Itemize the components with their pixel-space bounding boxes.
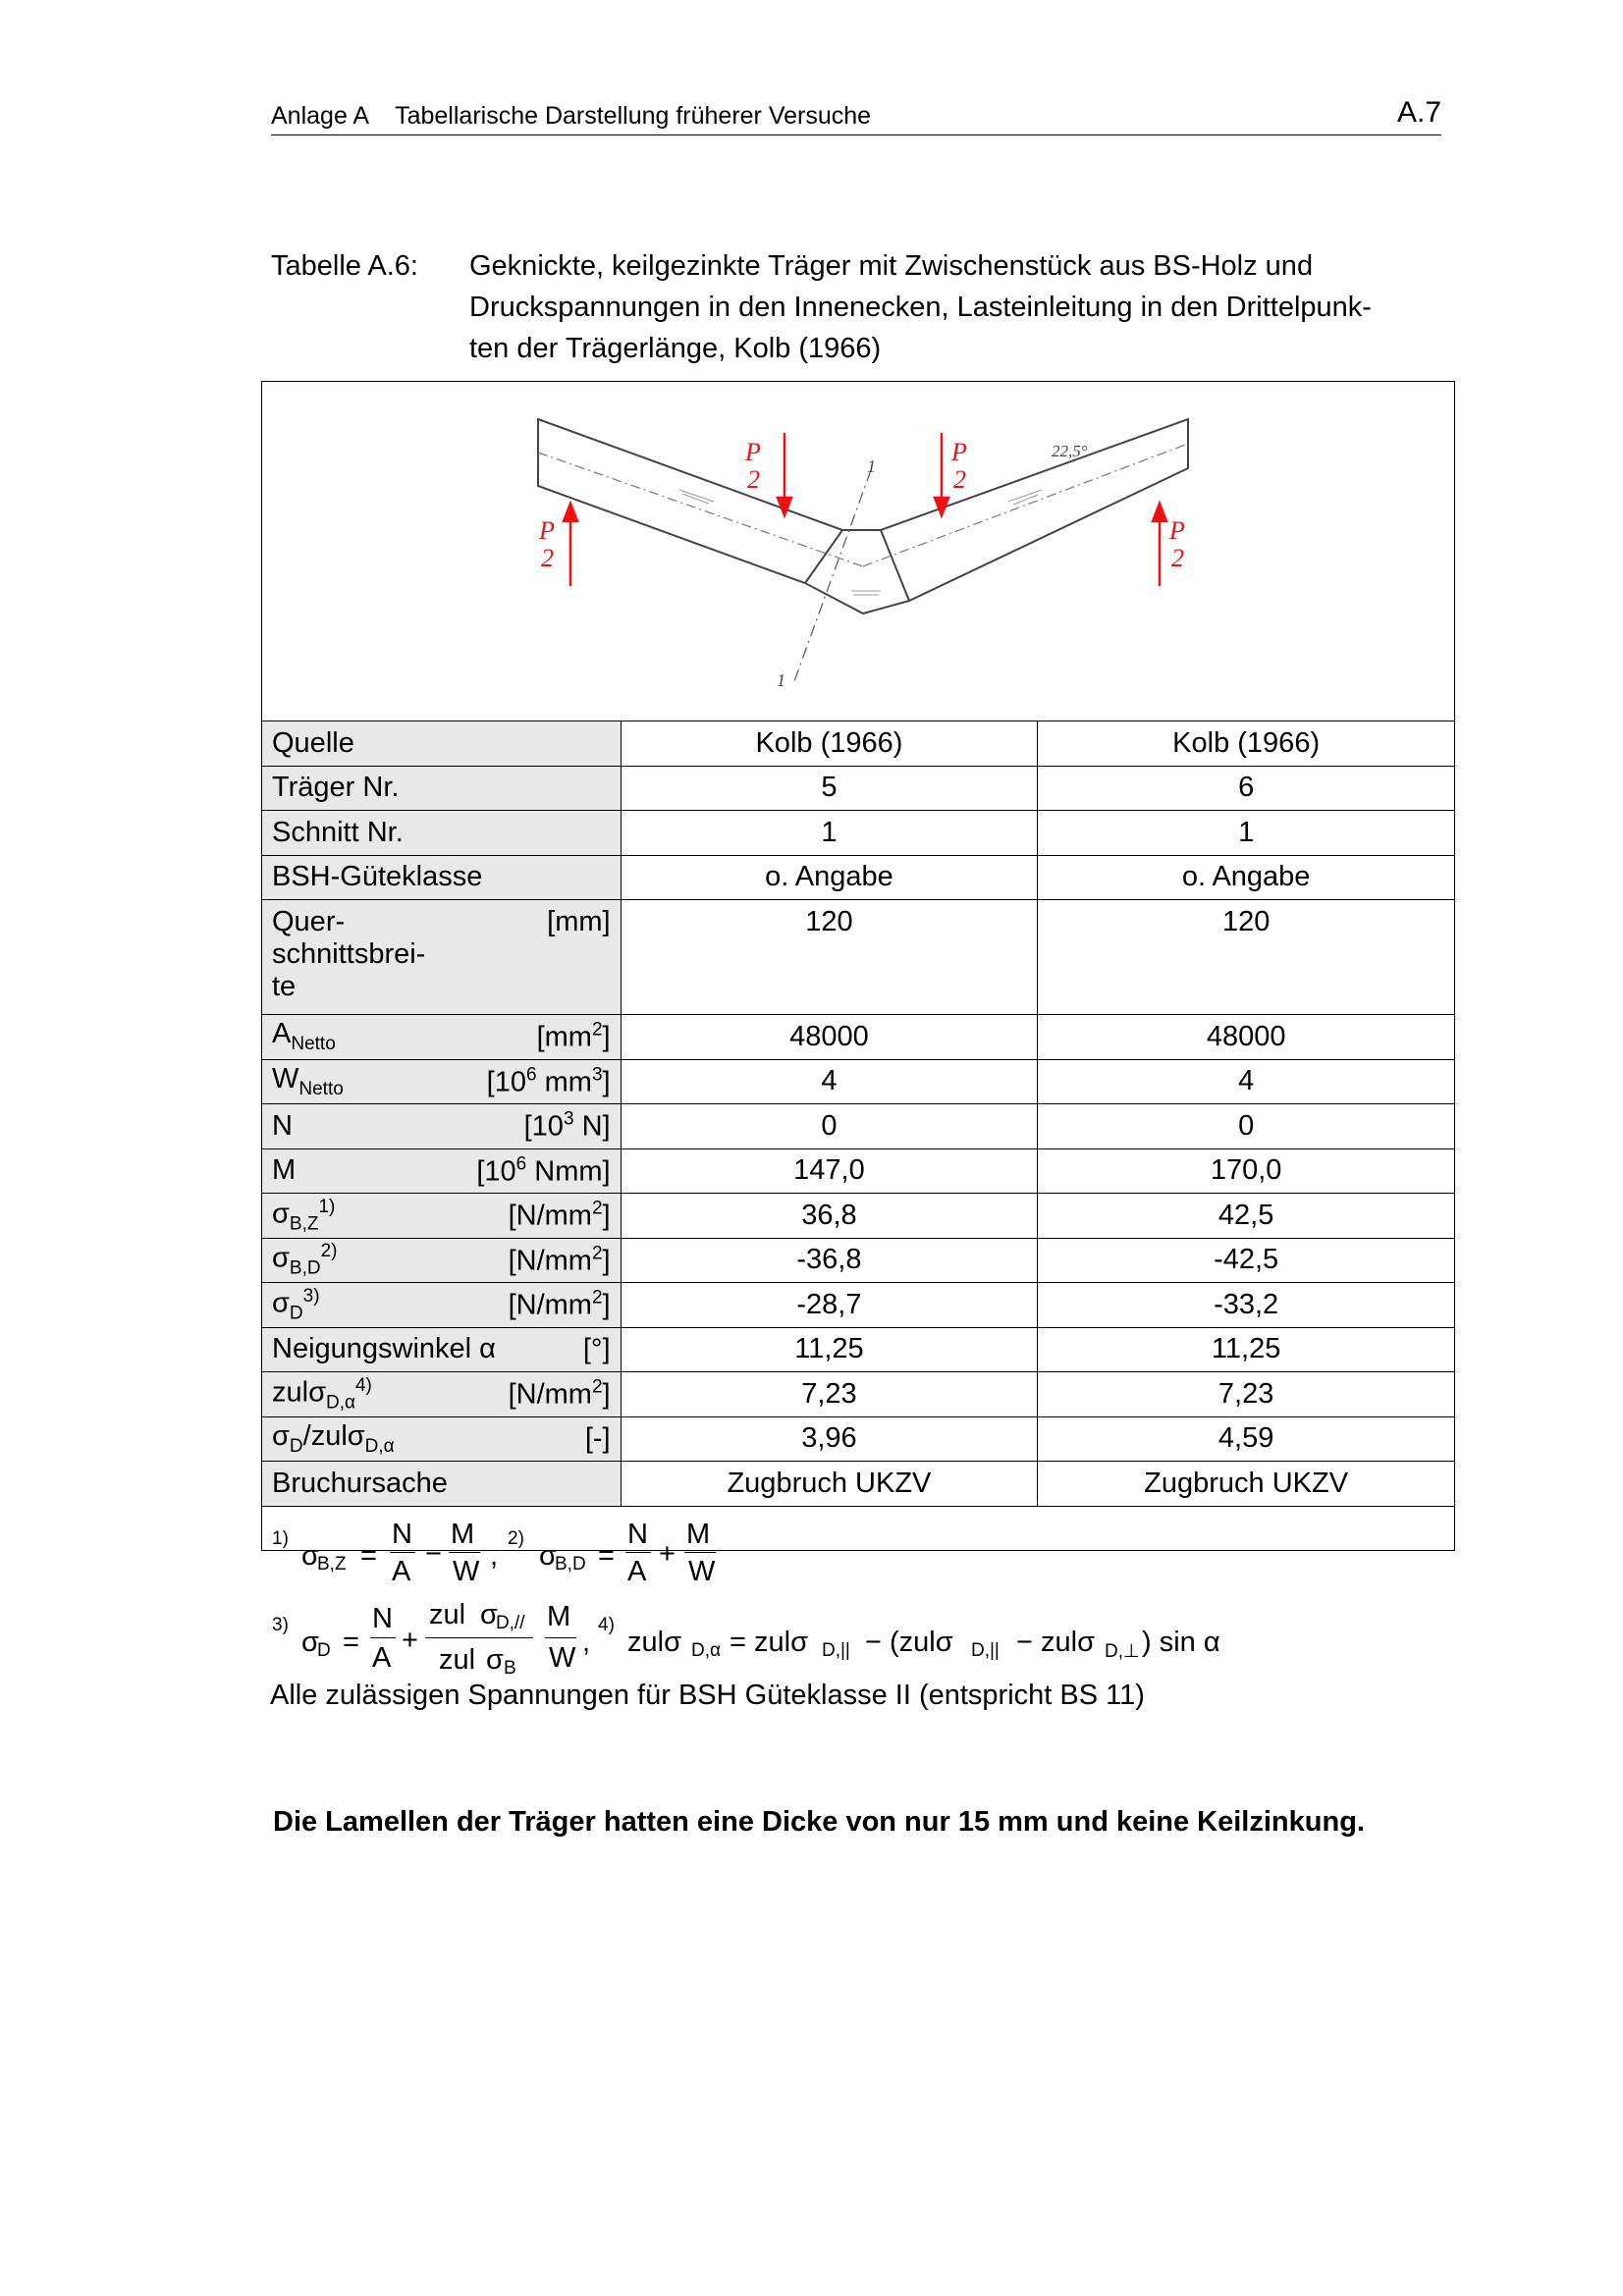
formula-numerator: N [372,1602,393,1634]
cell-value: 1 [1038,811,1455,856]
load-label: P [745,438,761,466]
fraction-bar [545,1637,576,1638]
cell-value: 36,8 [621,1194,1038,1239]
fraction-bar [625,1552,651,1553]
row-label [262,900,622,1015]
row-label [262,1059,622,1104]
cell-value: -28,7 [621,1283,1038,1328]
symbol: σ [272,1198,290,1230]
caption-line: Geknickte, keilgezinkte Träger mit Zwischenstück aus BS-Holz und [469,250,1314,282]
table-row [262,855,1455,900]
page-header [271,102,896,131]
label-line: Quer- [272,906,346,937]
row-label [262,1104,622,1149]
formula-symbol: σ [539,1539,557,1572]
fraction-bar [370,1637,396,1638]
label-line: te [272,971,297,1002]
symbol: W [272,1062,299,1095]
angle-label: 22,5° [1052,442,1088,460]
footnote-ref: 1) [318,1196,336,1217]
row-label: Schnitt Nr. [262,811,622,856]
label-line: schnittsbrei- [272,938,426,970]
formula-denominator: A [372,1641,392,1674]
beam-diagram [262,382,1454,721]
row-unit: $[N/mm^2]$ [508,1376,611,1411]
subscript: D,α [325,1391,355,1413]
formula-subscript: D,α [691,1639,721,1661]
row-label [262,1416,622,1462]
support-div: 2 [541,544,554,572]
formula-operator: + [402,1624,418,1656]
formula-denominator: A [392,1555,411,1587]
footnote-number: 3) [272,1614,289,1635]
load-label: P [951,438,967,466]
row-unit: [-] [584,1422,611,1455]
formula-symbol: σ [480,1598,498,1630]
row-unit: $[N/mm^2]$ [508,1243,611,1277]
row-unit: [mm] [547,906,611,937]
table-row [262,1416,1455,1462]
support-label: P [1169,516,1185,545]
formula-denominator: zul [439,1643,476,1676]
formula-comma: , [490,1539,499,1572]
cell-value: Kolb (1966) [1038,721,1455,767]
subscript: B,Z [289,1212,319,1234]
table-row [262,1015,1455,1060]
footer-note: Die Lamellen der Träger hatten eine Dicke von nur 15 mm und keine Keilzinkung. [273,1806,1365,1838]
symbol: A [272,1018,292,1050]
formula-symbol: σ [301,1539,319,1572]
load-div: 2 [747,465,760,494]
formula-note: Alle zulässigen Spannungen für BSH Güteklasse II (entspricht BS 11) [270,1679,1145,1711]
grain-mark [679,490,714,502]
axis-line-right [863,444,1188,566]
support-div: 2 [1171,544,1184,572]
table-row [262,721,1455,767]
section-label-bottom: 1 [777,670,785,690]
row-label [262,1238,622,1283]
formula-subscript: D,|| [822,1639,850,1661]
row-unit: $[mm^2]$ [536,1019,611,1053]
header-rule [271,134,1441,135]
cell-value: 5 [621,766,1038,811]
row-unit: $[N/mm^2]$ [508,1287,611,1321]
appendix-label: Anlage A [271,102,370,130]
row-unit: [°] [582,1333,611,1365]
cell-value: 7,23 [1038,1372,1455,1417]
beam-outline [538,419,1188,614]
table-row [262,1104,1455,1149]
formula-term: = zulσ [730,1626,808,1658]
joint-line-right [881,530,909,601]
formula-term: zulσ [627,1626,681,1658]
row-label: Quelle [262,721,622,767]
cell-value: 42,5 [1038,1194,1455,1239]
cell-value: o. Angabe [621,855,1038,900]
row-label [262,1194,622,1239]
subscript: D [289,1302,303,1323]
symbol: M [272,1154,297,1187]
row-label: Träger Nr. [262,766,622,811]
formula-term: − (zulσ [865,1626,953,1658]
cell-value: 11,25 [621,1327,1038,1372]
formula-row [262,1506,1455,1551]
symbol: /zulσ [302,1419,365,1452]
formula-subscript: B,D [555,1553,586,1575]
cell-value: 170,0 [1038,1148,1455,1194]
formula-numerator: N [392,1518,412,1550]
cell-value: 6 [1038,766,1455,811]
cell-value: -42,5 [1038,1238,1455,1283]
formula-denominator: W [453,1555,480,1587]
formula-operator: = [343,1626,359,1658]
cell-value: 0 [1038,1104,1455,1149]
page-number: A.7 [1396,96,1441,129]
table-row [262,1148,1455,1194]
formula-subscript: D,|| [971,1639,1000,1661]
fraction-bar [684,1552,716,1553]
formula-numerator: M [547,1600,571,1632]
cell-value: -33,2 [1038,1283,1455,1328]
table-row [262,1327,1455,1372]
formula-subscript: B [504,1657,516,1679]
row-unit: [$10^6$ $mm^3$] [486,1064,611,1098]
footnote-ref: 4) [354,1374,372,1396]
formula-operator: = [360,1539,377,1572]
support-label: P [539,516,555,545]
cell-value: -36,8 [621,1238,1038,1283]
cell-value: 120 [621,900,1038,1015]
table-row [262,1283,1455,1328]
formula-denominator: W [549,1641,576,1674]
label-text: Neigungswinkel α [272,1333,496,1365]
symbol: σ [272,1419,290,1452]
formula-symbol: σ [486,1643,504,1676]
formula-numerator: zul [429,1598,466,1630]
footnote-number: 4) [598,1614,615,1635]
table-row [262,1194,1455,1239]
row-unit: [$10^3$ N] [523,1108,611,1143]
caption-line: ten der Trägerlänge, Kolb (1966) [469,333,882,364]
fraction-bar [390,1552,415,1553]
cell-value: 120 [1038,900,1455,1015]
symbol: zulσ [272,1376,326,1409]
cell-value: 4 [1038,1059,1455,1104]
cell-value: Zugbruch UKZV [621,1462,1038,1507]
table-row [262,1372,1455,1417]
symbol: σ [272,1287,290,1319]
symbol: N [272,1109,293,1142]
cell-value: 4 [621,1059,1038,1104]
formula-subscript: B,Z [317,1553,347,1575]
row-label [262,1283,622,1328]
row-label: BSH-Güteklasse [262,855,622,900]
subscript: B,D [289,1257,321,1279]
table-row [262,1238,1455,1283]
formula-numerator: M [451,1518,475,1550]
caption-text [469,245,1451,369]
footnote-ref: 3) [302,1285,320,1307]
symbol: σ [272,1242,290,1274]
cell-value: Zugbruch UKZV [1038,1462,1455,1507]
row-label: Bruchursache [262,1462,622,1507]
cell-value: 48000 [621,1015,1038,1060]
cell-value: 0 [621,1104,1038,1149]
table-row [262,900,1455,1015]
row-label [262,1327,622,1372]
formula-cell [262,1506,1455,1711]
cell-value: 48000 [1038,1015,1455,1060]
formula-numerator: M [686,1518,711,1550]
formula-operator: + [659,1537,676,1570]
formula-subscript: D,// [496,1612,525,1633]
subscript: D [289,1435,303,1457]
footnote-number: 1) [272,1527,289,1549]
row-label [262,1015,622,1060]
cell-value: 1 [621,811,1038,856]
subscript: Netto [291,1034,336,1055]
cell-value: 147,0 [621,1148,1038,1194]
caption-label: Tabelle A.6: [271,250,418,282]
joint-line-left [805,530,842,583]
formula-operator: = [598,1539,615,1572]
row-unit: $[N/mm^2]$ [508,1198,611,1232]
table-row [262,811,1455,856]
cell-value: 4,59 [1038,1416,1455,1462]
formula-symbol: σ [301,1626,319,1658]
row-label [262,1372,622,1417]
cell-value: 11,25 [1038,1327,1455,1372]
section-label-top: 1 [867,456,876,476]
cell-value: o. Angabe [1038,855,1455,900]
fraction-bar [449,1552,480,1553]
data-table [261,381,1455,1711]
formula-term: − zulσ [1016,1626,1095,1658]
load-div: 2 [953,465,966,494]
cell-value: 7,23 [621,1372,1038,1417]
formula-denominator: A [627,1555,647,1587]
formula-term: ) sin α [1142,1626,1220,1658]
formula-denominator: W [688,1555,716,1587]
table-row [262,766,1455,811]
grain-mark [1013,495,1038,505]
formula-numerator: N [627,1518,648,1550]
formula-subscript: D,⊥ [1105,1640,1140,1662]
footnote-ref: 2) [320,1241,338,1262]
table-row [262,1059,1455,1104]
cell-value: Kolb (1966) [621,721,1038,767]
footnote-number: 2) [508,1527,524,1549]
formula-operator: − [425,1537,442,1570]
section-line [794,470,871,681]
beam-diagram-cell [262,382,1455,721]
appendix-title: Tabellarische Darstellung früherer Versuche [395,102,872,130]
subscript: Netto [298,1078,344,1099]
caption-line: Druckspannungen in den Innenecken, Lasteinleitung in den Drittelpunk- [469,292,1372,323]
axis-line-left [538,453,863,566]
fraction-bar [425,1637,533,1638]
formula-subscript: D [317,1639,331,1661]
table-row [262,1462,1455,1507]
cell-value: 3,96 [621,1416,1038,1462]
row-unit: [$10^6$ Nmm] [476,1153,611,1188]
subscript: D,α [364,1435,395,1457]
row-label [262,1148,622,1194]
formula-comma: , [582,1626,591,1658]
